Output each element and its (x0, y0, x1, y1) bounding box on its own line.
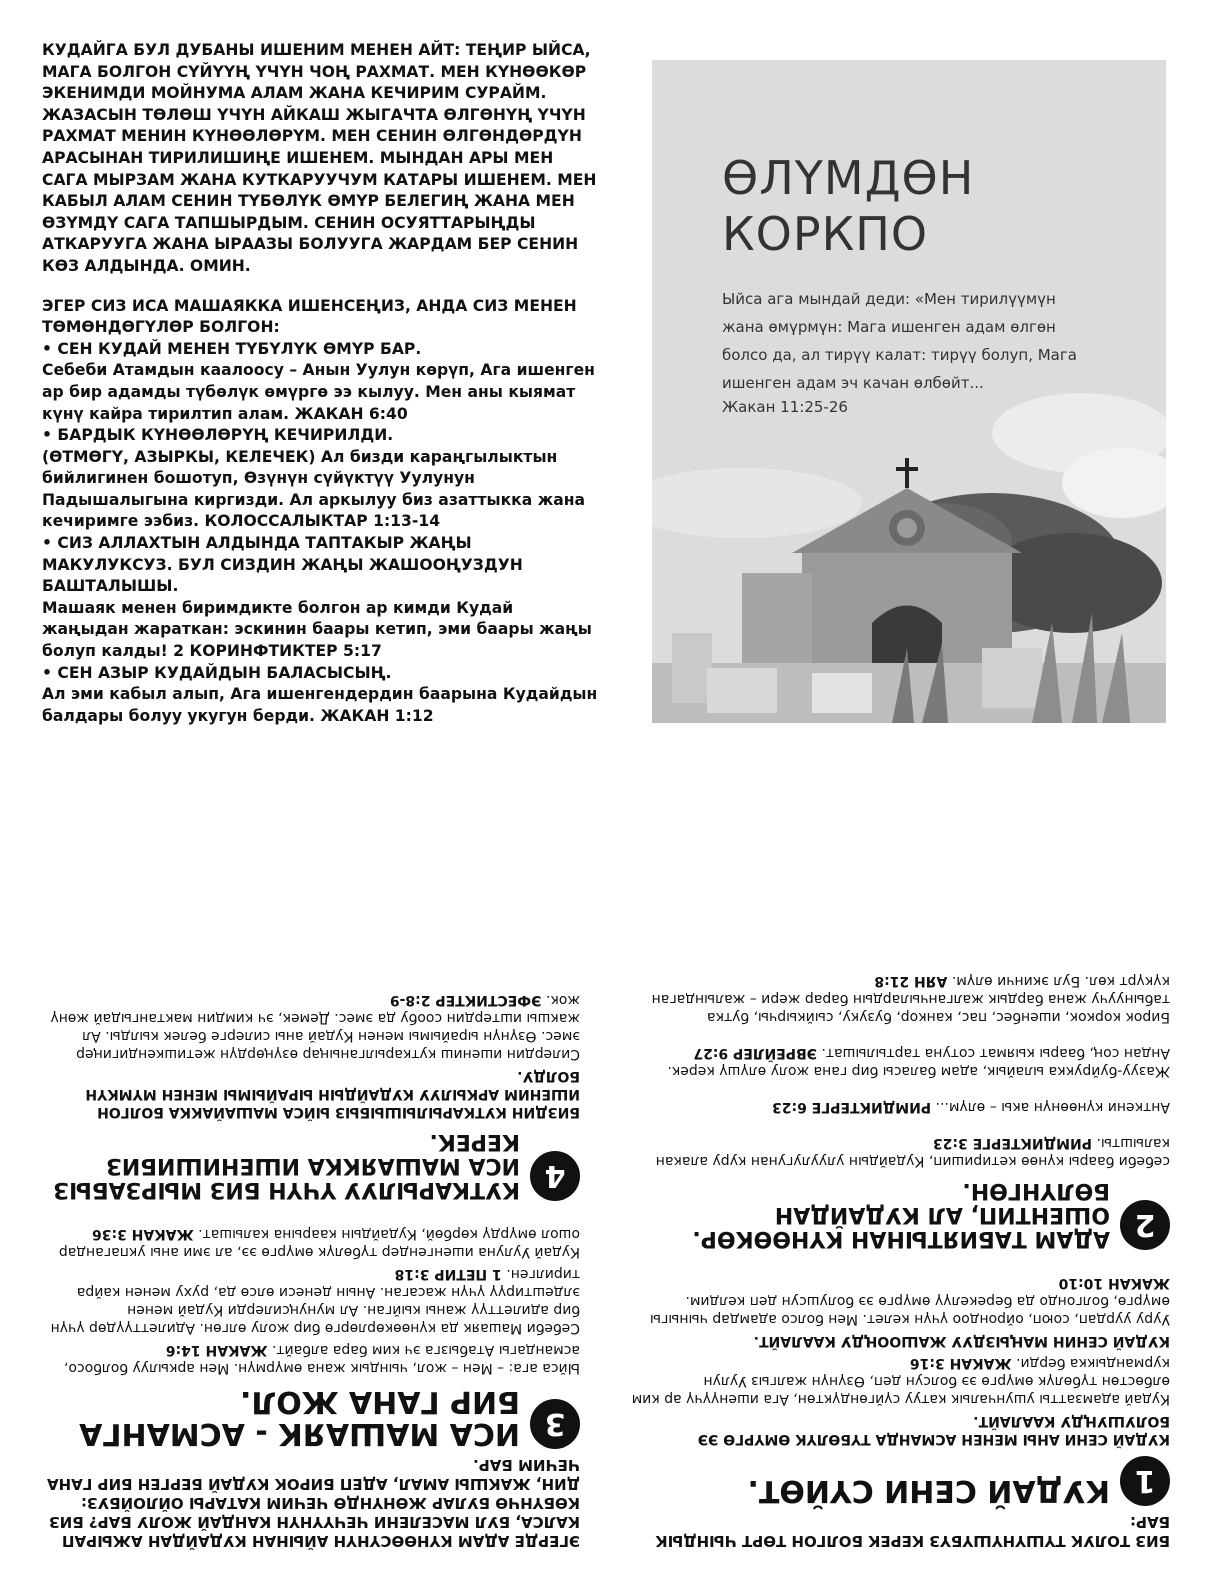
section-3-header (40, 1385, 580, 1449)
section-1-verse-ref: ЖАКАН 3:16 (909, 1355, 1012, 1371)
bullet-1-head: • СЕН КУДАЙ МЕНЕН ТҮБҮЛҮК ӨМҮР БАР. (42, 339, 422, 358)
bullet-3-text: Машаяк менен биримдикте болгон ар кимди Кудай жаңыдан жараткан: эскинин баары кетип, эми баары жаңы болуп калды! (42, 598, 592, 661)
section-2-verse-2-text: Анткени күнөөнүн акы – өлүм... (935, 1099, 1170, 1115)
section-4-verse (40, 991, 580, 1063)
section-1-lead: КУДАЙ СЕНИ АНЫ МЕНЕН АСМАНДА ТҮБӨЛҮК ӨМҮРГӨ ЭЭ БОЛУШУҢДУ КААЛАЙТ. (697, 1413, 1170, 1447)
section-2-verse-3-text: Жазуу-буйрукка ылайык, адам баласы бир гана жолу өлүшү керек. Андан соң, баары кыямат сотуна тартылышат. (667, 1045, 1170, 1079)
bullet-1-body (42, 360, 602, 425)
section-4-lead: БИЗДИН КУТКАРЫЛЫШЫБЫЗ ЫЙСА МАШАЙАККА БОЛГОН ИШЕНИМ АРКЫЛУУ КУДАЙДЫН ЫРАЙЫМЫ МЕНЕН МҮМКҮН БОЛДУ. (85, 1068, 580, 1120)
bullet-1-ref: ЖАКАН 6:40 (294, 404, 408, 423)
bullet-4-head: • СЕН АЗЫР КУДАЙДЫН БАЛАСЫСЫҢ. (42, 663, 392, 682)
section-3-verse-2-text: Себеби Машаяк да күнөөкөрлөргө бир жолу өлгөн. Адилеттүүдөр үчүн бир адилеттүү жаны кыйган. Ал мунуңсилерди Кудай менен элдештирүү үчүн жасаган. Анын денеси өлсө да, руху менен кайра тирилген. (50, 1266, 580, 1336)
section-1-title: КУДАЙ СЕНИ СҮЙӨТ. (747, 1473, 1110, 1508)
bullet-2-text: (ӨТМӨГҮ, АЗЫРКЫ, КЕЛЕЧЕК) Ал бизди караңгылыктын бийлигинен бошотуп, Өзүнүн сүйүктүү Уулунун Падышалыгына киргизди. Ал аркылуу биз азаттыкка жана кечиримге ээбиз. (42, 447, 586, 531)
section-2-verse-2 (630, 1098, 1170, 1116)
section-2-verse-4-text: Бирок коркок, ишенбес, пас, канкор, бузуку, сыйкырчы, бутка табынуучу жана бардык жалганчылардын барар жери – жалындаган күкүрт көл. Бул экинчи өлүм. (651, 973, 1170, 1025)
solution-intro: ЭГЕРДЕ АДАМ КҮНӨӨСҮНҮН АЙЫНАН КУДАЙДАН АЖЫРАП КАЛСА, БУЛ МАСЕЛЕНИ ЧЕЧҮҮНҮН КАНДАЙ ЖОЛУ БАР? БИЗ КӨБҮНЧӨ БУЛАР ЖӨНҮНДӨ ЧЕЧИМ КАТАРЫ ОЙЛОЙБУЗ: ДИН, ЖАКШЫ АМАЛ, АДЕП БИРОК КУДАЙ БЕРГЕН БИР ГАНА ЧЕЧИМ БАР. (47, 1456, 580, 1550)
section-2-title: АДАМ ТАБИЯТЫНАН КҮНӨӨКӨР. ОШЕНТИП, АЛ КУДАЙДАН БӨЛҮНГӨН. (692, 1178, 1110, 1251)
section-2-header (630, 1178, 1170, 1250)
prayer-panel (42, 40, 602, 727)
section-2-badge: 2 (1120, 1200, 1170, 1250)
section-4-title: КУТКАРЫЛУУ ҮЧҮН БИЗ МЫРЗАБЫЗ ИСА МАШАЯККА ИШЕНИШИБИЗ КЕРЕК. (53, 1129, 520, 1202)
section-1-verse-2 (630, 1274, 1170, 1328)
cover-verse: Ыйса ага мындай деди: «Мен тирилүүмүн жана өмүрмүн: Мага ишенген адам өлгөн болсо да, ал тирүү калат: тирүү болуп, Мага ишенген адам эч качан өлбөйт... (722, 290, 1077, 392)
section-1-verse (630, 1354, 1170, 1408)
section-3-title: ИСА МАШАЯК - АСМАНГА БИР ГАНА ЖОЛ. (79, 1384, 520, 1451)
cover-panel (652, 60, 1166, 723)
bullet-4-text: Ал эми кабыл алып, Ага ишенгендердин баарына Кудайдын балдары болуу укугун берди. (42, 685, 598, 725)
section-1-badge: 1 (1120, 1456, 1170, 1506)
cover-ref: Жакан 11:25-26 (722, 398, 848, 416)
section-3-badge: 3 (530, 1399, 580, 1449)
section-4-badge: 4 (530, 1151, 580, 1201)
four-truths-intro: БИЗ ТОЛУК ТҮШҮНҮШҮБҮЗ КЕРЕК БОЛГОН ТӨРТ ЧЫНДЫК БАР: (655, 1513, 1170, 1550)
section-4-verse-ref: ЭФЕСТИКТЕР 2:8-9 (389, 992, 542, 1008)
cover-title: ӨЛҮМДӨН КОРКПО (722, 151, 975, 261)
section-2-verse-ref: РИМДИКТЕРГЕ 3:23 (932, 1135, 1093, 1151)
section-2-verse-3-ref: ЭВРЕЙЛЕР 9:27 (693, 1045, 817, 1061)
section-3-verse-3-text: Кудай Уулуна ишенгендер түбөлүк өмүргө ээ, ал эми аны укпагандар ошол өмүрдү көрбөй, Кудайдын каарына калышат. (58, 1226, 580, 1260)
bullet-2-ref: КОЛОССАЛЫКТАР 1:13-14 (204, 512, 441, 531)
section-2-verse (630, 1134, 1170, 1170)
bullet-2-body (42, 447, 602, 533)
section-2-verse-4-ref: АЯН 21:8 (874, 973, 948, 989)
truth-panel-1-2 (630, 830, 1170, 1550)
bullet-4-body (42, 684, 602, 727)
section-2-verse-2-ref: РИМДИКТЕРГЕ 6:23 (772, 1099, 932, 1115)
section-2-verse-text: себеби баары күнөө кетиришип, Кудайдын улуулугунан куру алакан калышты. (655, 1135, 1170, 1169)
bullet-1-text: Себеби Атамдын каалоосу – Анын Уулун көрүп, Ага ишенген ар бир адамды түбөлүк өмүргө ээ кылуу. Мен аны кыямат күнү кайра тирилтип алам. (42, 361, 595, 423)
section-3-verse (40, 1341, 580, 1377)
section-1-verse-text: Кудай адамзатты ушунчалык катуу сүйгөндүктөн, Ага ишенүүчү ар ким өлбөстөн түбөлүк өмүргө ээ болсун деп, Өзүнүн жалгыз Уулун курмандыкка берди. (631, 1355, 1170, 1407)
results-heading: ЭГЕР СИЗ ИСА МАШАЯККА ИШЕНСЕҢИЗ, АНДА СИЗ МЕНЕН ТӨМӨНДӨГҮЛӨР БОЛГОН: (42, 296, 577, 337)
section-1-header (630, 1456, 1170, 1506)
section-3-verse-3-ref: ЖАКАН 3:36 (92, 1226, 194, 1242)
section-2-verse-3 (630, 1044, 1170, 1080)
section-3-verse-2 (40, 1265, 580, 1337)
section-3-verse-text: Ыйса ага: – Мен – жол, чындык жана өмүрмүн. Мен аркылуу болбосо, асмандагы Атабызга эч ким бара албайт. (63, 1342, 580, 1376)
church-image (652, 393, 1166, 723)
section-2-verse-4 (630, 972, 1170, 1026)
bullet-3-ref: 2 КОРИНФТИКТЕР 5:17 (173, 642, 382, 661)
section-4-header (40, 1129, 580, 1201)
bullet-2-head: • БАРДЫК КҮНӨӨЛӨРҮҢ КЕЧИРИЛДИ. (42, 426, 394, 445)
section-1-verse-2-ref: ЖАКАН 10:10 (1058, 1275, 1170, 1291)
bullet-3-head: • СИЗ АЛЛАХТЫН АЛДЫНДА ТАПТАКЫР ЖАҢЫ МАКУЛУКСУЗ. БУЛ СИЗДИН ЖАҢЫ ЖАШООҢУЗДУН БАШТАЛЫШЫ. (42, 534, 523, 596)
section-3-verse-ref: ЖАКАН 14:6 (165, 1342, 268, 1358)
section-3-verse-3 (40, 1225, 580, 1261)
section-1-lead-2: КУДАЙ СЕНИН МАҢЫЗДУУ ЖАШООҢДУ КААЛАЙТ. (753, 1333, 1170, 1349)
section-1-verse-2-text: Ууру уурдап, союп, ойрондоо үчүн келет. Мен болсо адамдар чыныгы өмүргө, болгондо да берекелүү өмүргө ээ болушсун деп келдим. (649, 1293, 1170, 1327)
section-4-verse-text: Силердин ишениш куткарылганыңар өзүңөрдүн жетишкендигиңер эмес. Өзүнүн ырайымы менен Кудай аны силерге белек кылды. Ал жакшы иштердин сообу да эмес. Демек, эч кимдин мактангыдай жөнү жок. (50, 992, 580, 1062)
bullet-3-body (42, 598, 602, 663)
truth-panel-3-4 (40, 830, 580, 1550)
section-3-verse-2-ref: 1 ПЕТИР 3:18 (394, 1266, 502, 1282)
prayer-text: КУДАЙГА БУЛ ДУБАНЫ ИШЕНИМ МЕНЕН АЙТ: ТЕҢИР ЫЙСА, МАГА БОЛГОН СҮЙҮҮҢ ҮЧҮН ЧОҢ РАХМАТ. МЕН КҮНӨӨКӨР ЭКЕНИМДИ МОЙНУМА АЛАМ ЖАНА КЕЧИРИМ СУРАЙМ. ЖАЗАСЫН ТӨЛӨШ ҮЧҮН АЙКАШ ЖЫГАЧТА ӨЛГӨНҮҢ ҮЧҮН РАХМАТ МЕНИН КҮНӨӨЛӨРҮМ. МЕН СЕНИН ӨЛГӨНДӨРДҮН АРАСЫНАН ТИРИЛИШИҢЕ ИШЕНЕМ. МЫНДАН АРЫ МЕН САГА МЫРЗАМ ЖАНА КУТКАРУУЧУМ КАТАРЫ ИШЕНЕМ. МЕН КАБЫЛ АЛАМ СЕНИН ТҮБӨЛҮК ӨМҮР БЕЛЕГИҢ ЖАНА МЕН ӨЗҮМДҮ САГА ТАПШЫРДЫМ. СЕНИН ОСУЯТТАРЫҢДЫ АТКАРУУГА ЖАНА ЫРААЗЫ БОЛУУГА ЖАРДАМ БЕР СЕНИН КӨЗ АЛДЫНДА. ОМИН. (42, 41, 597, 275)
bullet-4-ref: ЖАКАН 1:12 (320, 706, 434, 725)
